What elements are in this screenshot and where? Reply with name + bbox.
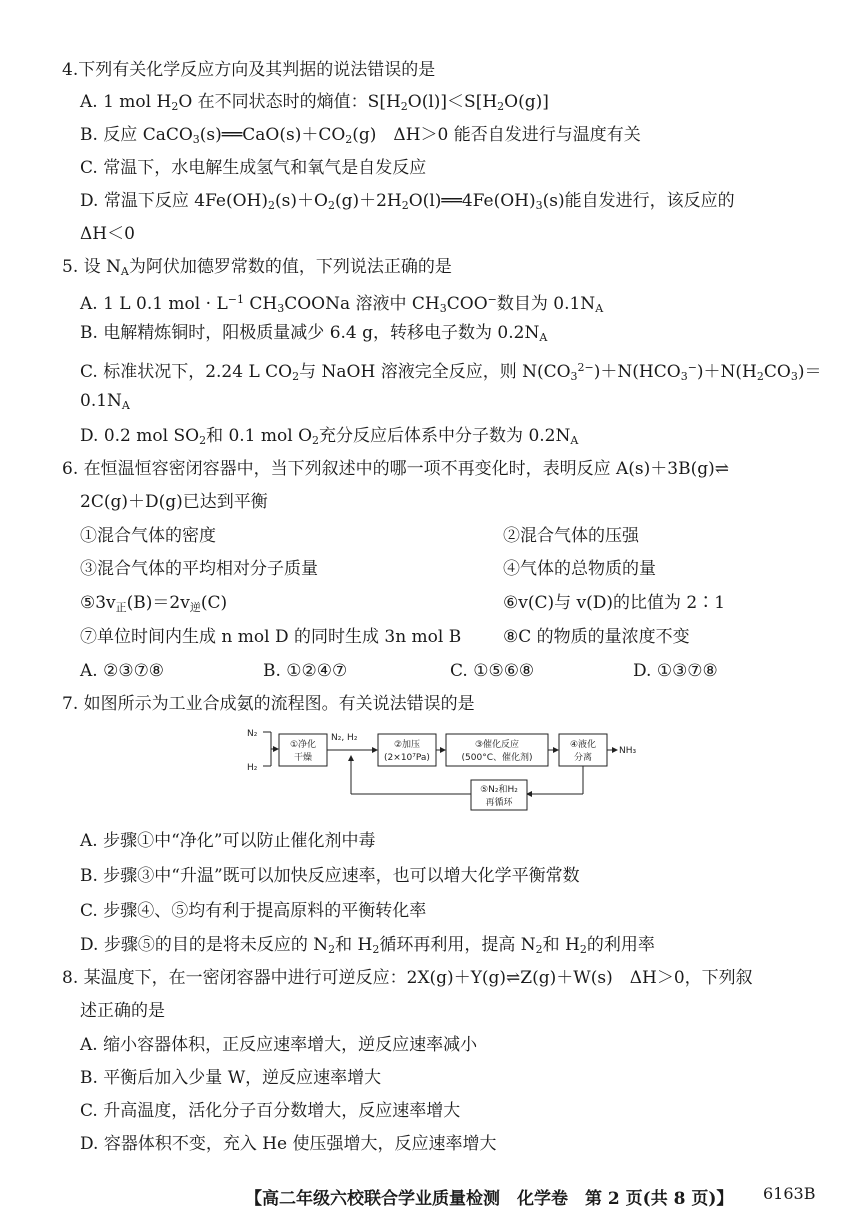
q6-item-3: ③混合气体的平均相对分子质量: [80, 559, 318, 579]
n2h2-label: N₂, H₂: [331, 733, 358, 743]
q8-option-c: C. 升高温度，活化分子百分数增大，反应速率增大: [80, 1101, 461, 1121]
q8-stem-cont: 述正确的是: [80, 1001, 165, 1021]
svg-text:再循环: 再循环: [485, 798, 513, 808]
q6-item-8: ⑧C 的物质的量浓度不变: [503, 627, 690, 647]
q8-stem: 8. 某温度下，在一密闭容器中进行可逆反应：2X(g)＋Y(g)⇌Z(g)＋W(s) ΔH＞0，下列叙: [62, 968, 753, 988]
q4-option-b: B. 反应 $CaCO_3(s)══CaO(s)+CO_2(g)$ ΔH＞0 能否自发进行与温度有关: [80, 125, 641, 146]
q6-stem: 6. 在恒温恒容密闭容器中，当下列叙述中的哪一项不再变化时，表明反应 A(s)＋3B(g)⇌: [62, 459, 729, 479]
q7-option-d: D. 步骤⑤的目的是将未反应的 $N_2$和 $H_2$循环再利用，提高 $N_2$和 $H_2$的利用率: [80, 935, 655, 956]
paper-code: 6163B: [763, 1184, 816, 1203]
page-footer: 【高二年级六校联合学业质量检测 化学卷 第 2 页(共 8 页)】: [245, 1189, 734, 1209]
svg-text:④液化: ④液化: [569, 740, 597, 750]
q4-option-d-cont: ΔH＜0: [80, 224, 135, 244]
n2-label: N₂: [247, 729, 258, 739]
q4-option-a: A. 1 mol $H_2O$ 在不同状态时的熵值：$S[H_2O(l)]<S[H_2O(g)]$: [80, 92, 549, 113]
q6-item-5: $⑤3v_正(B)=2v_逆(C)$: [80, 593, 228, 614]
q6-item-1: ①混合气体的密度: [80, 526, 216, 546]
svg-text:分离: 分离: [573, 753, 593, 763]
q5-stem: 5. 设 $N_A$为阿伏加德罗常数的值，下列说法正确的是: [62, 257, 452, 278]
svg-text:(500°C、催化剂): (500°C、催化剂): [461, 753, 533, 763]
q6-option-b: B. ①②④⑦: [263, 661, 348, 681]
q6-option-d: D. ①③⑦⑧: [633, 661, 718, 681]
q8-option-d: D. 容器体积不变，充入 He 使压强增大，反应速率增大: [80, 1134, 497, 1154]
q8-option-b: B. 平衡后加入少量 W，逆反应速率增大: [80, 1068, 382, 1088]
q6-item-7: ⑦单位时间内生成 n mol D 的同时生成 3n mol B: [80, 627, 462, 647]
q5-option-a: A. 1 L 0.1 mol · $L^{-1}$ $CH_3COONa$ 溶液中 $CH_3COO^-$数目为 $0.1N_A$: [80, 293, 604, 315]
ammonia-flow-diagram: [245, 722, 645, 812]
svg-text:⑤N₂和H₂: ⑤N₂和H₂: [480, 785, 518, 795]
q7-option-c: C. 步骤④、⑤均有利于提高原料的平衡转化率: [80, 901, 427, 921]
svg-text:干燥: 干燥: [293, 753, 313, 763]
q5-option-b: B. 电解精炼铜时，阳极质量减少 6.4 g，转移电子数为 $0.2N_A$: [80, 323, 548, 344]
q6-option-c: C. ①⑤⑥⑧: [450, 661, 535, 681]
q6-stem-cont: 2C(g)＋D(g)已达到平衡: [80, 492, 268, 512]
q4-option-c: C. 常温下，水电解生成氢气和氧气是自发反应: [80, 158, 427, 178]
q5-option-c-cont: $0.1N_A$: [80, 391, 130, 412]
q5-option-c: C. 标准状况下，2.24 L $CO_2$与 NaOH 溶液完全反应，则 $N(CO_3^{2-})+N(HCO_3^-)+N(H_2CO_3)=$: [80, 361, 822, 383]
q6-item-4: ④气体的总物质的量: [503, 559, 656, 579]
h2-label: H₂: [247, 763, 258, 773]
q7-option-b: B. 步骤③中“升温”既可以加快反应速率，也可以增大化学平衡常数: [80, 866, 580, 886]
q6-item-2: ②混合气体的压强: [503, 526, 639, 546]
q7-option-a: A. 步骤①中“净化”可以防止催化剂中毒: [80, 831, 376, 851]
q7-stem: 7. 如图所示为工业合成氨的流程图。有关说法错误的是: [62, 694, 475, 714]
nh3-label: NH₃: [619, 746, 637, 756]
q5-option-d: D. 0.2 mol $SO_2$和 0.1 mol $O_2$充分反应后体系中分子数为 $0.2N_A$: [80, 426, 579, 447]
q8-option-a: A. 缩小容器体积，正反应速率增大，逆反应速率减小: [80, 1035, 478, 1055]
q4-stem: 4.下列有关化学反应方向及其判据的说法错误的是: [62, 60, 436, 80]
q4-option-d: D. 常温下反应 $4Fe(OH)_2(s)+O_2(g)+2H_2O(l)══4Fe(OH)_3(s)$能自发进行，该反应的: [80, 191, 735, 212]
svg-text:①净化: ①净化: [289, 740, 317, 750]
q6-option-a: A. ②③⑦⑧: [80, 661, 165, 681]
svg-text:③催化反应: ③催化反应: [474, 740, 520, 750]
svg-text:②加压: ②加压: [393, 740, 421, 750]
q6-item-6: ⑥v(C)与 v(D)的比值为 2∶1: [503, 593, 726, 613]
svg-text:(2×10⁷Pa): (2×10⁷Pa): [384, 753, 430, 763]
